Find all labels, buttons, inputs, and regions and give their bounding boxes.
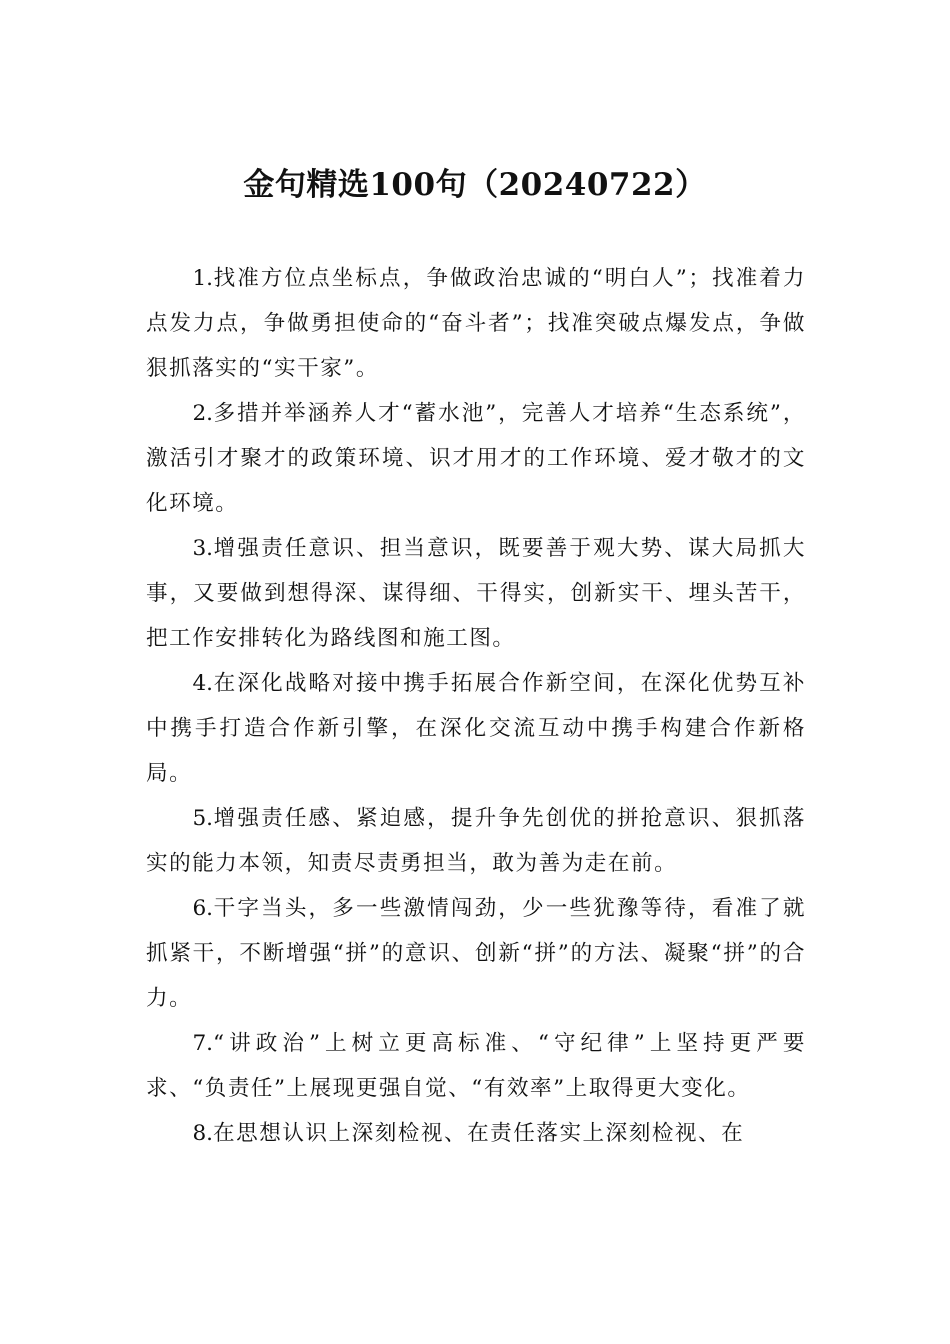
paragraph-number: 4. [192, 671, 214, 696]
document-title: 金句精选100句（20240722） [243, 167, 707, 203]
paragraph-text: 在深化战略对接中携手拓展合作新空间，在深化优势互补中携手打造合作新引擎，在深化交流互动中携手构建合作新格局。 [146, 671, 806, 786]
paragraph-number: 5. [192, 806, 214, 831]
paragraph-1 [146, 256, 806, 391]
paragraph-number: 2. [192, 401, 214, 426]
paragraph-text: 在思想认识上深刻检视、在责任落实上深刻检视、在 [213, 1121, 745, 1146]
paragraph-5 [146, 796, 806, 886]
paragraph-6 [146, 886, 806, 1021]
paragraph-4 [146, 661, 806, 796]
paragraph-text: “讲政治”上树立更高标准、“守纪律”上坚持更严要求、“负责任”上展现更强自觉、“有效率”上取得更大变化。 [146, 1031, 806, 1101]
paragraph-text: 增强责任意识、担当意识，既要善于观大势、谋大局抓大事，又要做到想得深、谋得细、干得实，创新实干、埋头苦干，把工作安排转化为路线图和施工图。 [146, 536, 806, 651]
paragraph-8 [146, 1111, 806, 1156]
paragraph-2 [146, 391, 806, 526]
paragraph-number: 8. [192, 1121, 214, 1146]
paragraph-text: 干字当头，多一些激情闯劲，少一些犹豫等待，看准了就抓紧干，不断增强“拼”的意识、创新“拼”的方法、凝聚“拼”的合力。 [146, 896, 806, 1011]
paragraph-number: 7. [192, 1031, 214, 1056]
paragraph-3 [146, 526, 806, 661]
paragraph-text: 多措并举涵养人才“蓄水池”，完善人才培养“生态系统”，激活引才聚才的政策环境、识才用才的工作环境、爱才敬才的文化环境。 [146, 401, 806, 516]
paragraph-text: 增强责任感、紧迫感，提升争先创优的拼抢意识、狠抓落实的能力本领，知责尽责勇担当，敢为善为走在前。 [146, 806, 806, 876]
document-body [146, 256, 806, 1156]
paragraph-number: 3. [192, 536, 214, 561]
paragraph-text: 找准方位点坐标点，争做政治忠诚的“明白人”；找准着力点发力点，争做勇担使命的“奋斗者”；找准突破点爆发点，争做狠抓落实的“实干家”。 [146, 266, 806, 381]
paragraph-7 [146, 1021, 806, 1111]
paragraph-number: 6. [192, 896, 214, 921]
paragraph-number: 1. [192, 266, 214, 291]
